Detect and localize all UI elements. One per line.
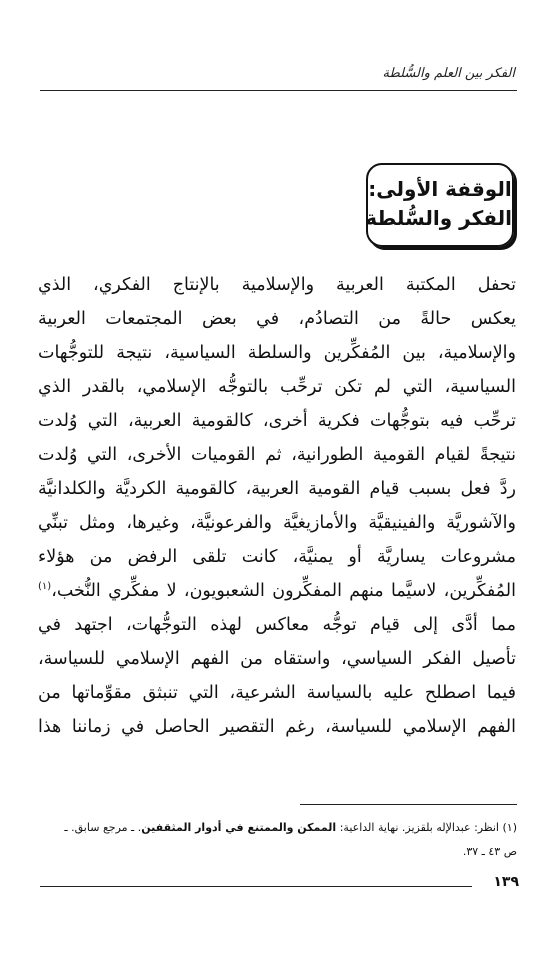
body-line: والإسلامية، بين المُفكِّرين والسلطة السياسية، نتيجة للتوجُّهات	[38, 343, 516, 363]
body-line: ترحِّب فيه بتوجُّهات فكرية أخرى، كالقومية العربية، التي وُلدت	[38, 411, 516, 431]
section-title: الوقفة الأولى:	[368, 177, 512, 201]
body-line: فيما اصطلح عليه بالسياسة الشرعية، التي تنبثق مقوِّماتها من	[38, 683, 516, 703]
body-line: السياسية، التي لم تكن ترحِّب بالتوجُّه الإسلامي، بالقدر الذي	[38, 377, 516, 397]
body-line: مما أدَّى إلى قيام توجُّه معاكس لهذه التوجُّهات، اجتهد في	[38, 615, 516, 635]
footnote-source-title: الممكن والممتنع في أدوار المثقفين	[141, 821, 337, 834]
body-line: مشروعات يساريَّة أو يمنيَّة، كانت تلقى الرفض من هؤلاء	[38, 547, 516, 567]
body-line: الفهم الإسلامي للسياسة، رغم التقصير الحاصل في زماننا هذا	[38, 717, 516, 737]
running-head: الفكر بين العلم والسُّلطة	[382, 66, 515, 81]
body-line: تأصيل الفكر السياسي، واستقاه من الفهم الإسلامي للسياسة،	[38, 649, 516, 669]
footnote-reference[interactable]: (١)	[38, 581, 52, 593]
body-line-text: المُفكِّرين، لاسيَّما منهم المفكِّرون الشعبويون، لا مفكِّري النُّخب،	[51, 581, 516, 601]
section-heading-box	[366, 163, 514, 247]
footnote-line-2: ص ٤٣ ـ ٣٧.	[462, 845, 517, 858]
section-subtitle: الفكر والسُّلطة	[365, 206, 512, 230]
footer-divider	[40, 886, 472, 887]
body-line: ردَّ فعل بسبب قيام القومية العربية، كالقومية الكرديَّة والكلدانيَّة	[38, 479, 516, 499]
body-line: تحفل المكتبة العربية والإسلامية بالإنتاج الفكري، الذي	[38, 275, 516, 295]
body-text	[38, 268, 516, 744]
page-number: ١٣٩	[493, 874, 519, 890]
footnote-line-1	[36, 816, 517, 840]
footnote-prefix: (١) انظر: عبدالإله بلقزيز. نهاية الداعية:	[339, 821, 517, 834]
body-line: يعكس حالةً من التصادُم، في بعض المجتمعات العربية	[38, 309, 516, 329]
footnote-suffix: . ـ مرجع سابق. ـ	[64, 821, 142, 834]
footnote-divider	[300, 804, 517, 805]
header-divider	[40, 90, 517, 91]
body-line-with-footnote	[38, 574, 516, 608]
footnote	[36, 816, 517, 864]
body-line: والآشوريَّة والفينيقيَّة والأمازيغيَّة والفرعونيَّة، وغيرها، ومثل تبنِّي	[38, 513, 516, 533]
body-line: نتيجةً لقيام القومية الطورانية، ثم القوميات الأخرى، التي وُلدت	[38, 445, 516, 465]
